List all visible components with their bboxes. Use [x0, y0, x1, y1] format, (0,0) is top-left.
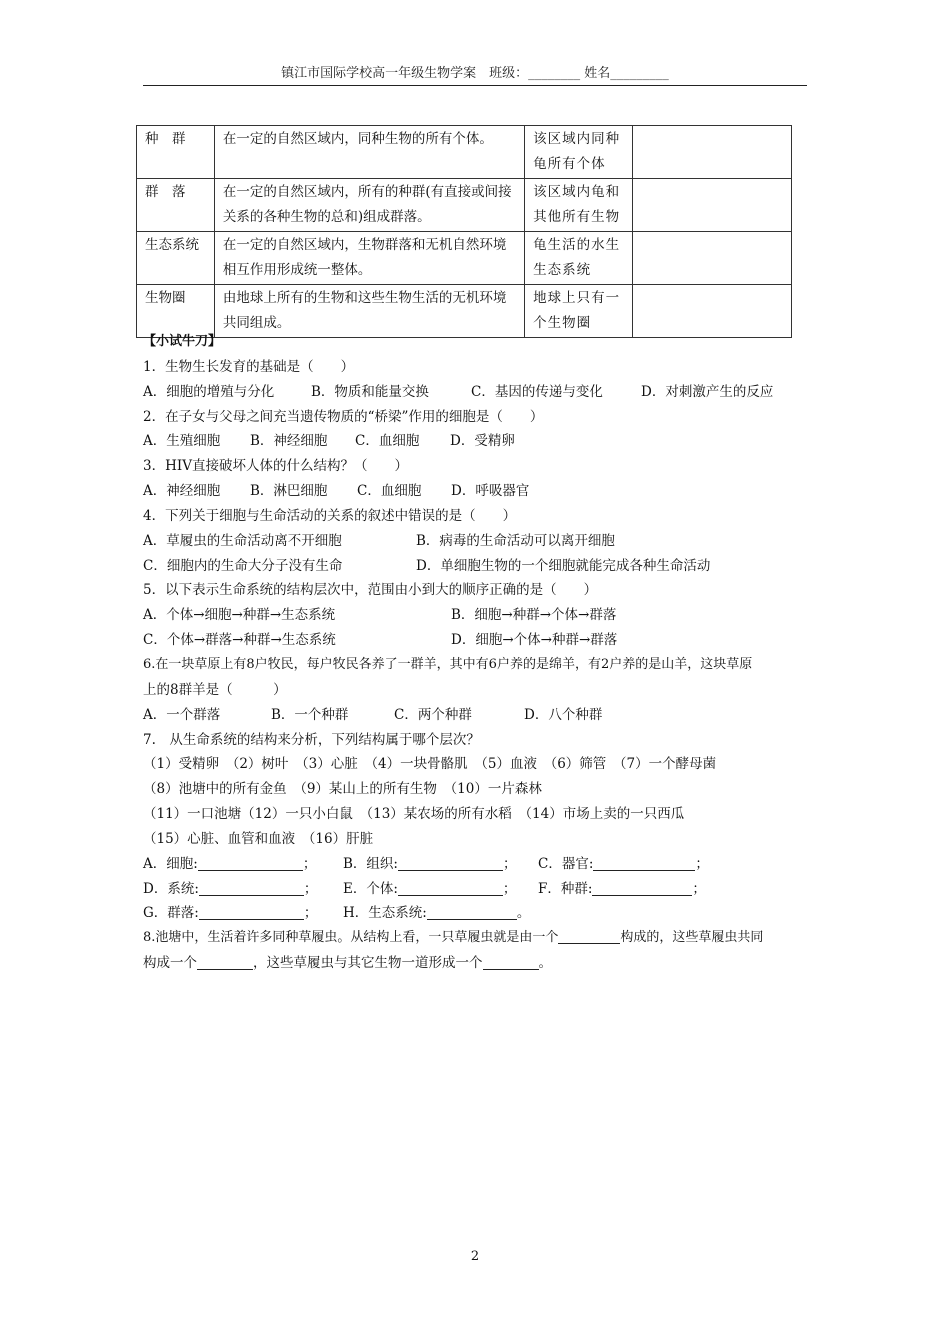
question-8-text: 构成一个 [143, 955, 197, 972]
question-7-items-2: （8）池塘中的所有金鱼 （9）某山上的所有生物 （10）一片森林 [143, 781, 542, 798]
question-6-stem-line2: 上的8群羊是（ ） [143, 681, 287, 698]
label-system: D．系统: [143, 880, 199, 897]
label-ecosystem: H．生态系统: [343, 905, 427, 922]
question-7-answers-row-1 [143, 852, 807, 877]
end-mark: 。 [516, 905, 531, 922]
question-7-answers-row-3 [143, 901, 807, 926]
option-c: C．血细胞 [355, 433, 420, 450]
label-tissue: B．组织: [343, 855, 398, 872]
level-cell: 种 群 [137, 126, 215, 179]
option-a: A．草履虫的生命活动离不开细胞 [143, 532, 342, 549]
option-c: C．基因的传递与变化 [471, 383, 603, 400]
answer-blank-cell[interactable] [198, 854, 303, 871]
answer-blank-ecosystem[interactable] [427, 903, 517, 920]
option-d: D．单细胞生物的一个细胞就能完成各种生命活动 [416, 557, 711, 574]
answer-blank-population[interactable] [592, 879, 692, 896]
option-a: A．个体→细胞→种群→生态系统 [143, 607, 336, 624]
option-d: D．细胞→个体→种群→群落 [451, 632, 618, 649]
option-c: C．个体→群落→种群→生态系统 [143, 632, 336, 649]
answer-blank-3[interactable] [483, 953, 539, 970]
question-7-answers-row-2 [143, 877, 807, 902]
question-7-stem: 7. 从生命系统的结构来分析，下列结构属于哪个层次？ [143, 731, 480, 748]
separator: ； [303, 905, 318, 922]
separator: ； [302, 855, 317, 872]
question-4-options-ab [143, 529, 807, 554]
option-b: B．一个种群 [271, 706, 349, 723]
question-5-options-cd [143, 628, 807, 653]
table-row [137, 179, 792, 232]
option-b: B．神经细胞 [250, 433, 328, 450]
option-c: C．两个种群 [394, 706, 472, 723]
answer-blank-organ[interactable] [593, 854, 695, 871]
option-d: D．对刺激产生的反应 [641, 383, 774, 400]
question-2-stem: 2．在子女与父母之间充当遗传物质的“桥梁”作用的细胞是（ ） [143, 408, 544, 425]
question-8-line1 [143, 926, 807, 951]
section-title: 【小试牛刀】 [143, 334, 222, 349]
answer-blank-system[interactable] [199, 879, 304, 896]
question-1-stem: 1．生物生长发育的基础是（ ） [143, 358, 355, 375]
option-a: A．一个群落 [143, 706, 221, 723]
question-8-text: 构成的，这些草履虫共同 [620, 930, 764, 946]
label-cell: A．细胞: [143, 855, 198, 872]
separator: ； [502, 880, 517, 897]
question-3-stem: 3．HIV直接破坏人体的什么结构？（ ） [143, 458, 408, 475]
page-header: 镇江市国际学校高一年级生物学案 班级：________ 姓名_________ [281, 66, 669, 81]
answer-blank-community[interactable] [199, 903, 304, 920]
label-community: G．群落: [143, 905, 199, 922]
option-a: A．细胞的增殖与分化 [143, 383, 275, 400]
option-d: D．八个种群 [524, 706, 603, 723]
question-3-options [143, 479, 807, 504]
page-number: 2 [470, 1249, 480, 1264]
definition-cell: 在一定的自然区域内，生物群落和无机自然环境相互作用形成统一整体。 [214, 232, 524, 285]
question-7-items-3: （11）一口池塘（12）一只小白鼠 （13）某农场的所有水稻 （14）市场上卖的一只西瓜 [143, 806, 685, 823]
label-organ: C．器官: [538, 855, 594, 872]
option-c: C．细胞内的生命大分子没有生命 [143, 557, 343, 574]
question-5-stem: 5．以下表示生命系统的结构层次中，范围由小到大的顺序正确的是（ ） [143, 582, 598, 599]
question-8-text: 。 [538, 955, 552, 972]
note-cell [633, 232, 792, 285]
definition-cell: 在一定的自然区域内，同种生物的所有个体。 [214, 126, 524, 179]
question-6-stem-line1: 6.在一块草原上有8户牧民，每户牧民各养了一群羊，其中有6户养的是绵羊，有2户养的是山羊，这块草原 [143, 656, 753, 672]
definition-cell: 在一定的自然区域内，所有的种群(有直接或间接关系的各种生物的总和)组成群落。 [214, 179, 524, 232]
option-d: D．呼吸器官 [451, 483, 530, 500]
example-cell: 地球上只有一个生物圈 [525, 285, 633, 338]
separator: ； [695, 855, 709, 872]
note-cell [633, 126, 792, 179]
question-1-options [143, 380, 807, 405]
level-cell: 生态系统 [137, 232, 215, 285]
label-individual: E．个体: [343, 880, 398, 897]
question-2-options [143, 429, 807, 454]
option-b: B．细胞→种群→个体→群落 [451, 607, 617, 624]
option-c: C．血细胞 [357, 483, 422, 500]
question-6-options [143, 703, 807, 728]
option-a: A．神经细胞 [143, 483, 221, 500]
exercise-section [143, 330, 807, 976]
separator: ； [692, 880, 706, 897]
answer-blank-1[interactable] [558, 927, 620, 944]
question-8-text: ，这些草履虫与其它生物一道形成一个 [253, 955, 483, 972]
level-cell: 生物圈 [137, 285, 215, 338]
option-a: A．生殖细胞 [143, 433, 221, 450]
answer-blank-2[interactable] [197, 953, 253, 970]
life-system-levels-table [136, 125, 792, 338]
option-b: B．病毒的生命活动可以离开细胞 [416, 532, 615, 549]
example-cell: 该区域内同种龟所有个体 [525, 126, 633, 179]
option-d: D．受精卵 [450, 433, 515, 450]
question-4-options-cd [143, 554, 807, 579]
example-cell: 该区域内龟和其他所有生物 [525, 179, 633, 232]
label-population: F．种群: [538, 880, 593, 897]
question-4-stem: 4．下列关于细胞与生命活动的关系的叙述中错误的是（ ） [143, 507, 517, 524]
question-8-line2 [143, 951, 807, 976]
definition-cell: 由地球上所有的生物和这些生物生活的无机环境共同组成。 [214, 285, 524, 338]
answer-blank-individual[interactable] [398, 879, 503, 896]
level-cell: 群 落 [137, 179, 215, 232]
separator: ； [502, 855, 517, 872]
answer-blank-tissue[interactable] [398, 854, 503, 871]
question-8-text: 8.池塘中，生活着许多同种草履虫。从结构上看，一只草履虫就是由一个 [143, 930, 559, 946]
option-b: B．淋巴细胞 [250, 483, 328, 500]
header-rule [143, 85, 807, 86]
question-7-items-4: （15）心脏、血管和血液 （16）肝脏 [143, 830, 374, 847]
question-7-items-1: （1）受精卵 （2）树叶 （3）心脏 （4）一块骨骼肌 （5）血液 （6）筛管 （7）一个酵母菌 [143, 756, 717, 773]
question-5-options-ab [143, 603, 807, 628]
option-b: B．物质和能量交换 [311, 383, 429, 400]
separator: ； [303, 880, 318, 897]
table-row [137, 126, 792, 179]
table-row [137, 232, 792, 285]
note-cell [633, 179, 792, 232]
example-cell: 龟生活的水生生态系统 [525, 232, 633, 285]
